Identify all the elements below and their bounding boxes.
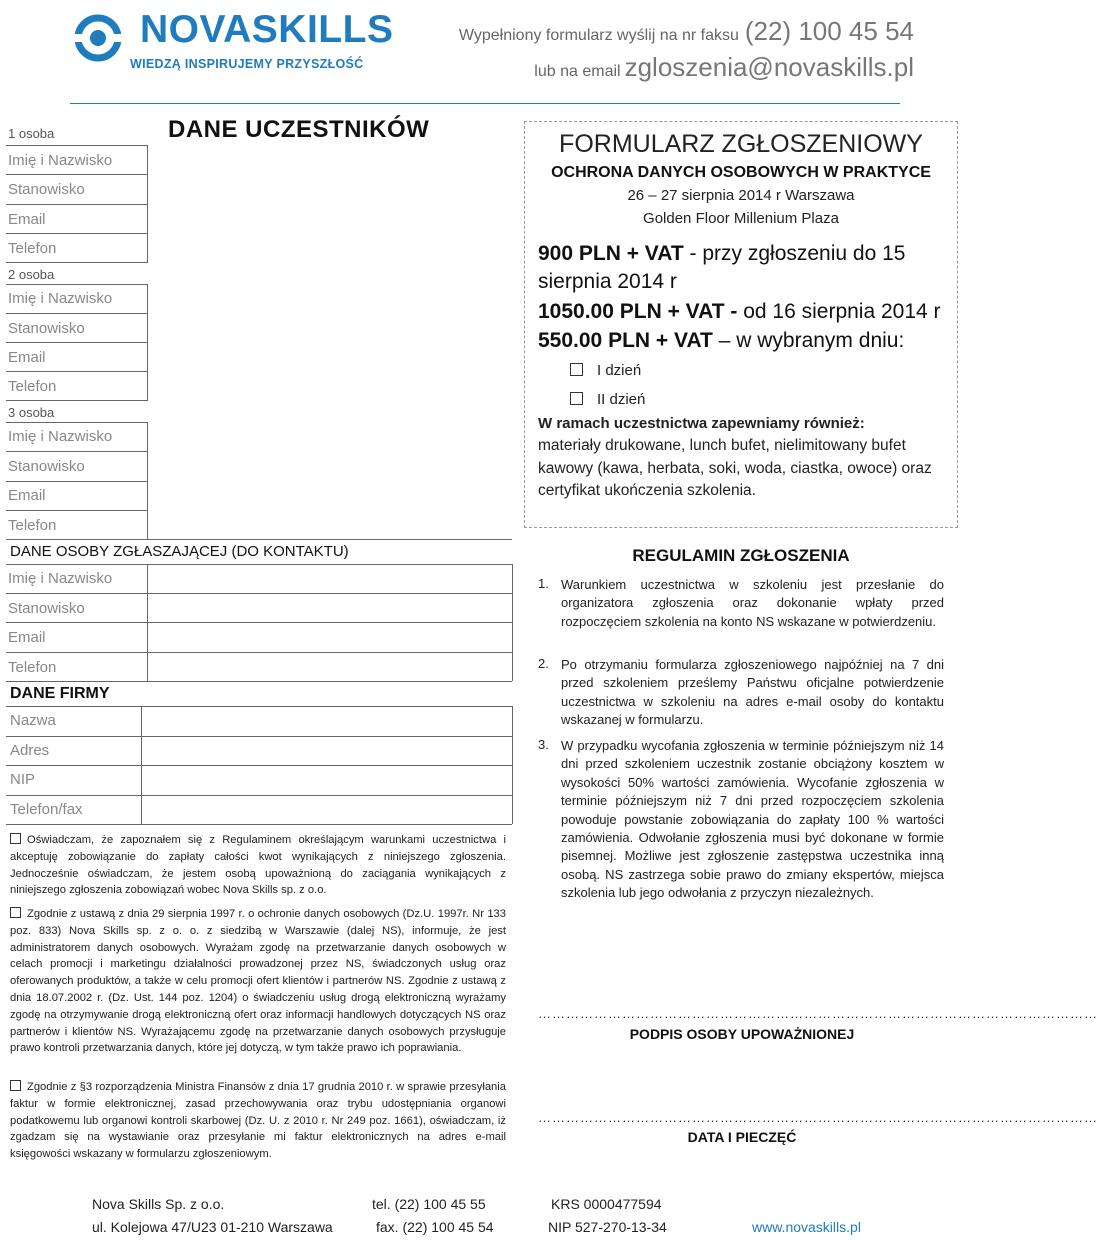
price-early: 900 PLN + VAT - przy zgłoszeniu do 15 sierpnia 2014 r	[538, 242, 906, 293]
footer-company: Nova Skills Sp. z o.o.	[92, 1196, 225, 1212]
header-divider	[70, 103, 900, 104]
rule-2-text: Po otrzymaniu formularza zgłoszeniowego najpóźniej na 7 dni przed szkoleniem prześlemy Państwu oficjalne potwierdzenie uczestnictwa w szkoleniu na adres e-mail osoby do kontaktu wskazanej w formularzu.	[561, 657, 944, 728]
person-1-email-label: Email	[8, 211, 46, 228]
email-instruction: lub na email zgloszenia@novaskills.pl	[534, 52, 914, 82]
footer-krs: KRS 0000477594	[551, 1196, 662, 1212]
footer-address: ul. Kolejowa 47/U23 01-210 Warszawa	[92, 1219, 333, 1235]
day-option-1-checkbox[interactable]	[570, 363, 583, 376]
price-single-day: 550.00 PLN + VAT – w wybranym dniu:	[538, 329, 905, 352]
date-stamp-label: DATA I PIECZĘĆ	[687, 1129, 797, 1145]
event-venue: Golden Floor Millenium Plaza	[643, 210, 839, 227]
signature-label: PODPIS OSOBY UPOWAŻNIONEJ	[629, 1026, 855, 1042]
day-option-2-checkbox[interactable]	[570, 392, 583, 405]
company-name-label: Nazwa	[10, 712, 56, 729]
fax-instruction: Wypełniony formularz wyślij na nr faksu (22) 100 45 54	[458, 16, 914, 46]
footer-fax: fax. (22) 100 45 54	[376, 1219, 494, 1235]
person-3-name-label: Imię i Nazwisko	[8, 428, 113, 445]
person-2-heading: 2 osoba	[8, 267, 55, 282]
event-date: 26 – 27 sierpnia 2014 r Warszawa	[627, 187, 855, 204]
consent-personal-data-checkbox[interactable]	[10, 907, 21, 918]
contact-name-label: Imię i Nazwisko	[8, 570, 113, 587]
person-2-fields-area[interactable]	[148, 285, 512, 400]
form-title: FORMULARZ ZGŁOSZENIOWY	[559, 130, 923, 158]
consent-regulations-checkbox[interactable]	[10, 833, 21, 844]
course-title: OCHRONA DANYCH OSOBOWYCH W PRAKTYCE	[551, 164, 931, 181]
company-heading: DANE FIRMY	[10, 685, 110, 702]
participants-title: DANE UCZESTNIKÓW	[168, 116, 430, 143]
rule-1-text: Warunkiem uczestnictwa w szkoleniu jest przesłanie do organizatora zgłoszenia oraz dokonanie wpłaty przed rozpoczęciem szkolenia na konto NS wskazane w potwierdzeniu.	[561, 577, 944, 629]
footer-website-link[interactable]: www.novaskills.pl	[752, 1219, 861, 1235]
rule-3-text: W przypadku wycofania zgłoszenia w terminie późniejszym niż 14 dni przed szkoleniem uczestnik zostanie obciążony kosztem w wysokości 50% wartości zamówienia. Wycofanie zgłoszenia w terminie późniejszym niż 7 dni przed rozpoczęciem szkolenia powoduje powstanie zobowiązania do zapłaty 100 % wartości zamówienia. Odwołanie zgłoszenia musi być dokonane w formie pisemnej. Możliwe jest zgłoszenie zastępstwa uczestnika inną osobą. NS zastrzega sobie prawo do zmiany ekspertów, miejsca szkolenia lub jego odwołania z przyczyn niezależnych.	[561, 738, 944, 901]
person-2-position-label: Stanowisko	[8, 320, 85, 337]
signature-line[interactable]: …………………………………………………………………………………………………………	[538, 1006, 1098, 1021]
company-fields-area[interactable]	[142, 707, 512, 824]
person-1-name-label: Imię i Nazwisko	[8, 152, 113, 169]
company-address-label: Adres	[10, 742, 50, 759]
person-3-phone-label: Telefon	[8, 517, 57, 534]
footer-nip: NIP 527-270-13-34	[548, 1219, 667, 1235]
logo-tagline: WIEDZĄ INSPIRUJEMY PRZYSZŁOŚĆ	[130, 57, 364, 71]
person-2-phone-label: Telefon	[8, 378, 57, 395]
logo-wordmark: NOVASKILLS	[140, 8, 394, 51]
rule-1-number: 1.	[538, 576, 549, 591]
rules-title: REGULAMIN ZGŁOSZENIA	[632, 546, 850, 565]
consent-e-invoice: Zgodnie z §3 rozporządzenia Ministra Finansów z dnia 17 grudnia 2010 r. w sprawie przesyłania faktur w formie elektronicznej, zasad przechowywania oraz trybu udostępniania organowi podatkowemu lub organowi kontroli skarbowej (Dz. U. z 2010 r. Nr 249 poz. 1661), oświadczam, iż zgadzam się na wystawianie oraz przesyłanie mi faktur elektronicznych na adres e-mail księgowości wskazany w formularzu zgłoszeniowym.	[10, 1081, 506, 1161]
footer-tel: tel. (22) 100 45 55	[372, 1196, 486, 1212]
includes-text: materiały drukowane, lunch bufet, nielimitowany bufet kawowy (kawa, herbata, soki, woda, ciastka, owoce) oraz certyfikat ukończenia szkolenia.	[538, 437, 932, 499]
consent-personal-data: Zgodnie z ustawą z dnia 29 sierpnia 1997 r. o ochronie danych osobowych (Dz.U. 1997r. Nr 133 poz. 833) Nova Skills sp. z o. o. z siedzibą w Warszawie (dalej NS), informuje, że jest administratorem danych osobowych. Wyrażam zgodę na przetwarzanie danych osobowych w celach promocji i marketingu działalności prowadzonej przez NS, świadczonych usług oraz oferowanych produktów, a także w celu promocji ofert klientów i partnerów NS. Zgodnie z ustawą z dnia 18.07.2002 r. (Dz. Ust. 144 poz. 1204) o świadczeniu usług drogą elektroniczną wyrażamy zgodę na otrzymywanie drogą elektroniczną ofert oraz informacji handlowych dotyczących NS oraz partnerów i klientów NS. Wyrażającemu zgodę na przetwarzanie danych osobowych przysługuje prawo kontroli przetwarzania danych, które jej dotyczą, w tym także prawo ich poprawiania.	[10, 908, 506, 1055]
person-3-email-label: Email	[8, 487, 46, 504]
includes-heading: W ramach uczestnictwa zapewniamy również:	[538, 415, 865, 432]
company-nip-label: NIP	[10, 771, 36, 788]
person-1-phone-label: Telefon	[8, 240, 57, 257]
person-1-position-label: Stanowisko	[8, 181, 85, 198]
person-2-name-label: Imię i Nazwisko	[8, 290, 113, 307]
contact-fields-area[interactable]	[148, 565, 512, 681]
price-regular: 1050.00 PLN + VAT - od 16 sierpnia 2014 r	[538, 300, 941, 323]
consent-e-invoice-checkbox[interactable]	[10, 1080, 21, 1091]
rule-2-number: 2.	[538, 656, 549, 671]
person-2-email-label: Email	[8, 349, 46, 366]
date-stamp-line[interactable]: …………………………………………………………………………………………………………	[538, 1110, 1098, 1125]
person-3-position-label: Stanowisko	[8, 458, 85, 475]
person-1-fields-area[interactable]	[148, 146, 512, 262]
contact-email[interactable]: zgloszenia@novaskills.pl	[624, 52, 914, 82]
day-option-1[interactable]: I dzień	[570, 362, 641, 379]
person-3-fields-area[interactable]	[148, 423, 512, 539]
company-phone-fax-label: Telefon/fax	[10, 801, 83, 818]
logo-mark-icon	[68, 12, 128, 62]
contact-position-label: Stanowisko	[8, 600, 85, 617]
consent-regulations: Oświadczam, że zapoznałem się z Regulaminem określającym warunkami uczestnictwa i akceptuję zobowiązanie do zapłaty całości kwot wynikających z niniejszego zgłoszenia. Jednocześnie oświadczam, że jestem osobą upoważnioną do zaciągania wynikających z niniejszego zgłoszenia zobowiązań wobec Nova Skills sp. z o.o.	[10, 834, 506, 897]
fax-number: (22) 100 45 54	[744, 16, 914, 46]
contact-phone-label: Telefon	[8, 659, 57, 676]
person-1-heading: 1 osoba	[8, 126, 55, 141]
day-option-2[interactable]: II dzień	[570, 391, 645, 408]
contact-email-label: Email	[8, 629, 46, 646]
person-3-heading: 3 osoba	[8, 405, 55, 420]
rule-3-number: 3.	[538, 737, 549, 752]
contact-heading: DANE OSOBY ZGŁASZAJĄCEJ (DO KONTAKTU)	[10, 543, 349, 560]
